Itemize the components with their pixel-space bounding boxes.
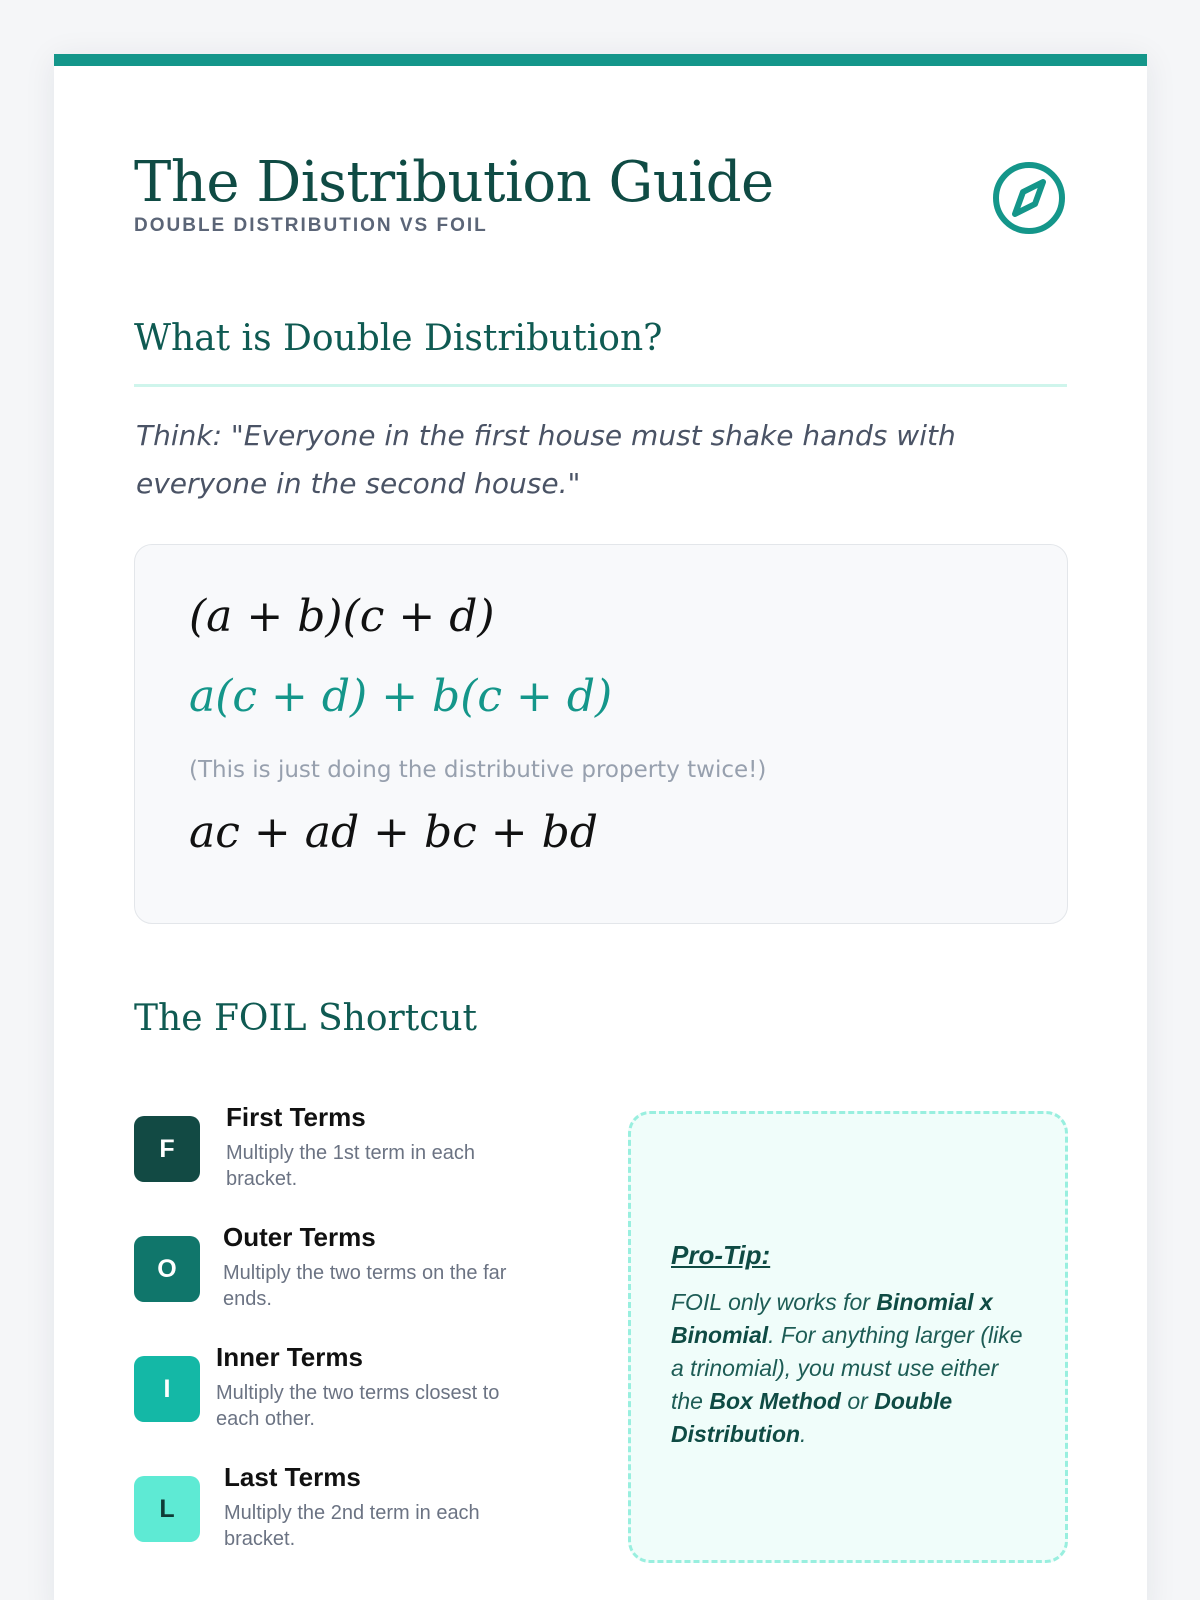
page-subtitle: DOUBLE DISTRIBUTION VS FOIL bbox=[134, 214, 488, 236]
math-expression-result: ac + ad + bc + bd bbox=[189, 807, 598, 858]
tip-emphasis-box-method: Box Method bbox=[709, 1388, 841, 1414]
section-title-double-distribution: What is Double Distribution? bbox=[134, 318, 663, 359]
math-expression-distributed: a(c + d) + b(c + d) bbox=[189, 671, 613, 722]
foil-item-desc: Multiply the 1st term in each bracket. bbox=[226, 1142, 475, 1190]
page-title: The Distribution Guide bbox=[134, 150, 774, 215]
pro-tip-box bbox=[628, 1111, 1068, 1563]
foil-badge-l: L bbox=[134, 1476, 200, 1542]
compass-icon bbox=[991, 160, 1067, 236]
math-example-box bbox=[134, 544, 1068, 924]
math-note: (This is just doing the distributive property twice!) bbox=[189, 757, 767, 783]
foil-item-title: First Terms bbox=[226, 1102, 366, 1132]
foil-item-desc: Multiply the two terms closest to each other. bbox=[216, 1382, 500, 1430]
foil-item-desc: Multiply the two terms on the far ends. bbox=[223, 1262, 507, 1310]
tip-text: or bbox=[840, 1388, 875, 1414]
tip-text: . For anything larger (like a trinomial), you must use either the bbox=[671, 1322, 1023, 1414]
section-title-foil: The FOIL Shortcut bbox=[134, 998, 478, 1039]
analogy-quote: Think: "Everyone in the first house must shake hands with everyone in the second house." bbox=[136, 419, 956, 500]
foil-badge-o: O bbox=[134, 1236, 200, 1302]
foil-badge-f: F bbox=[134, 1116, 200, 1182]
pro-tip-heading: Pro-Tip: bbox=[671, 1240, 771, 1270]
guide-card bbox=[54, 54, 1147, 1600]
foil-item-title: Inner Terms bbox=[216, 1342, 363, 1372]
foil-item-title: Last Terms bbox=[224, 1462, 361, 1492]
foil-badge-i: I bbox=[134, 1356, 200, 1422]
pro-tip-body bbox=[671, 1286, 1031, 1451]
tip-text: FOIL only works for bbox=[671, 1289, 877, 1315]
header bbox=[134, 150, 1067, 237]
math-expression-original: (a + b)(c + d) bbox=[189, 591, 495, 642]
section-divider bbox=[134, 384, 1067, 387]
tip-text: . bbox=[800, 1421, 807, 1447]
tip-emphasis-binomial: Binomial x Binomial bbox=[671, 1289, 993, 1348]
foil-item-title: Outer Terms bbox=[223, 1222, 376, 1252]
foil-item-desc: Multiply the 2nd term in each bracket. bbox=[224, 1502, 480, 1550]
tip-emphasis-double-distribution: Double Distribution bbox=[671, 1388, 953, 1447]
